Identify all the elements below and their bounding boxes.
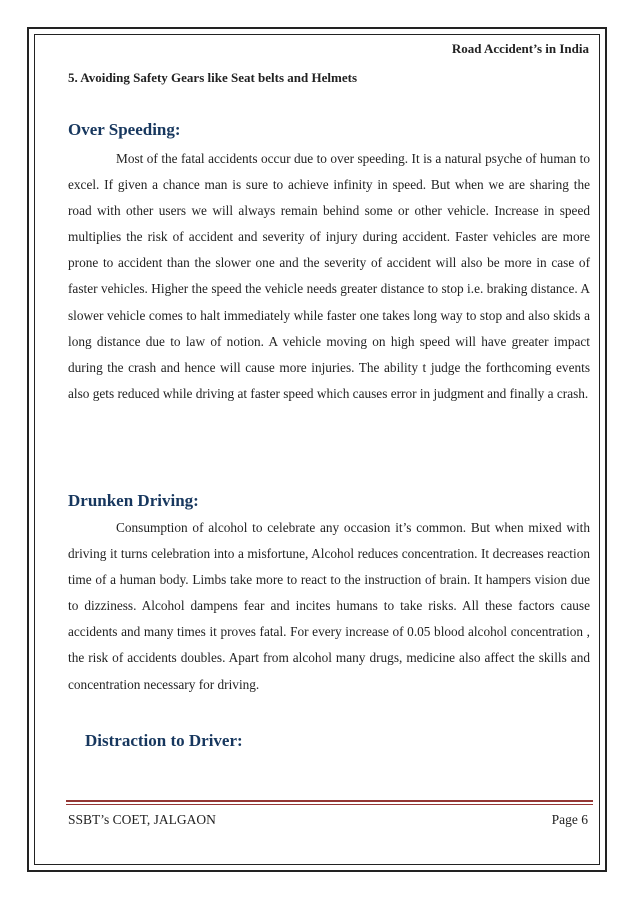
running-header: Road Accident’s in India: [451, 41, 589, 56]
paragraph-text: Most of the fatal accidents occur due to over speeding. It is a natural psyche of human to excel. If given a chance man is sure to achieve infinity in speed. But when we are sharing the road with other users we will always remain behind some or other vehicle. Increase in speed multiplies the risk of accident and severity of injury during accident. Faster vehicles are more prone to accident than the slower one and the severity of accident will also be more in case of faster vehicles. Higher the speed the vehicle needs greater distance to stop i.e. braking distance. A slower vehicle comes to halt immediately while faster one takes long way to stop and also skids a long distance due to law of notion. A vehicle moving on high speed will have greater impact during the crash and hence will cause more injuries. The ability t judge the forthcoming events also gets reduced while driving at faster speed which causes error in judgment and finally a crash.: [68, 151, 590, 401]
section-heading-distraction: Distraction to Driver:: [85, 731, 243, 750]
section-heading-drunken-driving: Drunken Driving:: [68, 491, 199, 510]
list-item: 5. Avoiding Safety Gears like Seat belts and Helmets: [68, 70, 358, 85]
footer-institution: SSBT’s COET, JALGAON: [68, 812, 216, 827]
footer-rule: [66, 800, 593, 802]
page-number: Page 6: [551, 812, 588, 827]
paragraph-text: Consumption of alcohol to celebrate any occasion it’s common. But when mixed with driving it turns celebration into a misfortune, Alcohol reduces concentration. It decreases reaction time of a human body. Limbs take more to react to the instruction of brain. It hampers vision due to dizziness. Alcohol dampens fear and incites humans to take risks. All these factors cause accidents and many times it proves fatal. For every increase of 0.05 blood alcohol concentration , the risk of accidents doubles. Apart from alcohol many drugs, medicine also affect the skills and concentration necessary for driving.: [68, 520, 590, 692]
footer-rule-thin: [66, 804, 593, 805]
paragraph-over-speeding: [68, 146, 590, 407]
section-heading-over-speeding: Over Speeding:: [68, 120, 181, 139]
paragraph-drunken-driving: [68, 515, 590, 698]
